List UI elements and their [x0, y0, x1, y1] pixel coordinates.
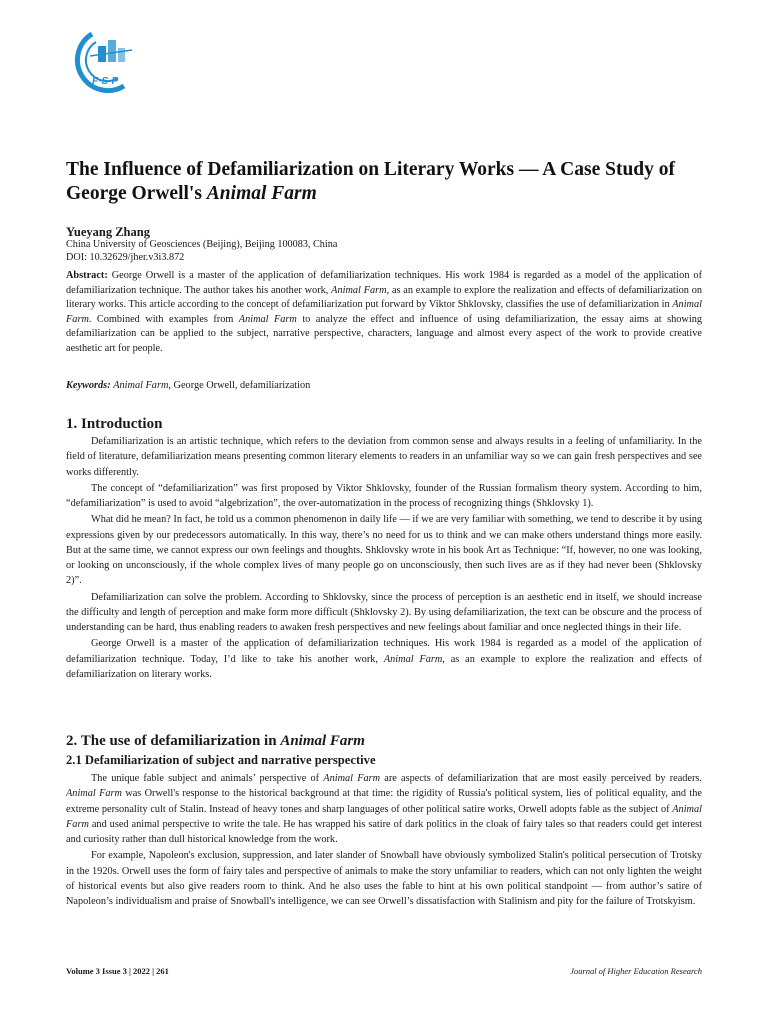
paragraph-text: The unique fable subject and animals’ perspective of — [91, 773, 324, 784]
section-introduction-body — [66, 434, 702, 683]
paragraph-italic: Animal Farm — [383, 653, 443, 665]
abstract-text: George Orwell is a master of the application of defamiliarization techniques. His work 1984 is regarded as a model of the application of defamiliarization technique. The author takes his another work, — [66, 270, 702, 296]
footer-journal-name: Journal of Higher Education Research — [570, 966, 702, 976]
abstract-text: , as an example to explore the realization and effects of defamiliarization on literary works. This article according to the concept of defamiliarization put forward by Viktor Shklovsky, classifies the use of defamiliarization in — [66, 284, 703, 311]
paragraph — [66, 636, 702, 682]
paragraph: For example, Napoleon's exclusion, suppression, and later slander of Snowball have obviously symbolized Stalin's political persecution of Trotsky in the 1920s. Orwell uses the form of fairy tales and perspective of animals to make the story unfamiliar to readers, which can not only lighten the weight of historical events but also give readers room to think. And he also uses the fable to hint at his own political standpoint — from author’s satire of Napoleon’s individualism and praise of Snowball's intelligence, we can see Orwell’s dissatisfaction with Stalinism and pity for the failure of Trotskyism. — [66, 850, 702, 907]
paragraph: What did he mean? In fact, he told us a common phenomenon in daily life — if we are very familiar with something, we tend to describe it by using expressions given by our predecessors automatically. In this way, there’s no need for us to think and we can make others understand things more easily. But at the same time, we cannot express our own feelings and thoughts. Shklovsky wrote in his book Art as Technique: “If, however, no one was looking, or looking on unconsciously, if the whole complex lives of many people go on unconsciously, then such lives are as if they had never been (Shklovsky 2)”. — [66, 514, 702, 587]
paragraph: Defamiliarization is an artistic technique, which refers to the deviation from common sense and always results in a feeling of unfamiliarity. In the field of literature, defamiliarization means presenting common literary elements to readers in an unfamiliar way so we can gain fresh perspectives and see works differently. — [66, 436, 702, 478]
section-heading-introduction: 1. Introduction — [66, 416, 163, 432]
paragraph-text: George Orwell is a master of the application of defamiliarization techniques. His work 1984 is regarded as a model of the application of defamiliarization technique. Today, I’d like to take his another work, — [66, 638, 702, 665]
abstract-italic: Animal Farm — [331, 284, 387, 296]
paragraph-italic: Animal Farm — [323, 773, 381, 784]
paper-title — [66, 158, 716, 206]
logo-text: F·S·P — [92, 76, 119, 87]
keyword-italic: Animal Farm — [113, 380, 169, 391]
section-2-1-body — [66, 771, 702, 910]
title-italic: Animal Farm — [206, 183, 317, 204]
fsp-logo-icon — [62, 28, 146, 98]
keywords-text: , George Orwell, defamiliarization — [168, 380, 311, 391]
paragraph — [66, 771, 702, 847]
affiliation: China University of Geosciences (Beijing), Beijing 100083, China — [66, 239, 338, 250]
section-heading-text: 2. The use of defamiliarization in — [66, 733, 281, 749]
paragraph: Defamiliarization can solve the problem. According to Shklovsky, since the process of perception is an aesthetic end in itself, we should increase the difficulty and length of perception and make form more difficult (Shklovsky 2). By using defamiliarization, the text can be obscure and the process of understanding can be hard, thus enabling readers to awaken fresh perspectives and new feelings about familiar and once neglected things in their life. — [66, 591, 702, 633]
title-main: The Influence of Defamiliarization on Literary Works — A Case Study of George Orwell's — [66, 159, 676, 204]
paragraph-text: , as an example to explore the realization and effects of defamiliarization on literary works. — [66, 653, 703, 680]
keywords — [66, 380, 310, 391]
abstract-text: . Combined with examples from — [88, 313, 239, 325]
paragraph: The concept of “defamiliarization” was first proposed by Viktor Shklovsky, founder of the Russian formalism theory system. According to him, “defamiliarization” is used to avoid “algebrization”, the over-automatization in the process of recognizing things (Shklovsky 1). — [66, 482, 702, 509]
doi: DOI: 10.32629/jher.v3i3.872 — [66, 252, 185, 263]
paragraph-text: was Orwell's response to the historical background at that time: the rigidity of Russia's political system, lies of political equality, and the extreme personality cult of Stalin. Instead of heavy tones and sharp languages of other political satire works, Orwell adopts fable as the subject of — [66, 788, 702, 815]
abstract-label: Abstract: — [66, 270, 108, 281]
paragraph-text: and used animal perspective to write the tale. He has wrapped his satire of dark politics in the cloak of fairy tales so that readers could get interest and curiosity rather than dull historical knowledge from the work. — [66, 818, 702, 845]
keywords-label: Keywords: — [66, 380, 111, 391]
abstract-text: to analyze the effect and influence of using defamiliarization, the essay aims at showing defamiliarization can be applied to the subject, narrative perspective, characters, language and almost every aspect of the work to provide creative aesthetic art for people. — [66, 313, 702, 354]
paragraph-text: are aspects of defamiliarization that are most easily perceived by readers. — [380, 773, 702, 784]
abstract-italic: Animal Farm — [238, 313, 297, 325]
author-name: Yueyang Zhang — [66, 225, 150, 239]
abstract-italic: Animal Farm — [66, 299, 702, 325]
subsection-heading: 2.1 Defamiliarization of subject and narrative perspective — [66, 753, 376, 767]
affiliation-block — [66, 238, 337, 264]
section-heading-use-of-defamiliarization — [66, 733, 365, 750]
paragraph-italic: Animal Farm — [66, 803, 702, 830]
footer-volume-info: Volume 3 Issue 3 | 2022 | 261 — [66, 966, 169, 976]
publisher-logo — [62, 28, 146, 98]
section-heading-italic: Animal Farm — [280, 733, 365, 749]
abstract — [66, 269, 702, 357]
paragraph-italic: Animal Farm — [66, 788, 122, 800]
